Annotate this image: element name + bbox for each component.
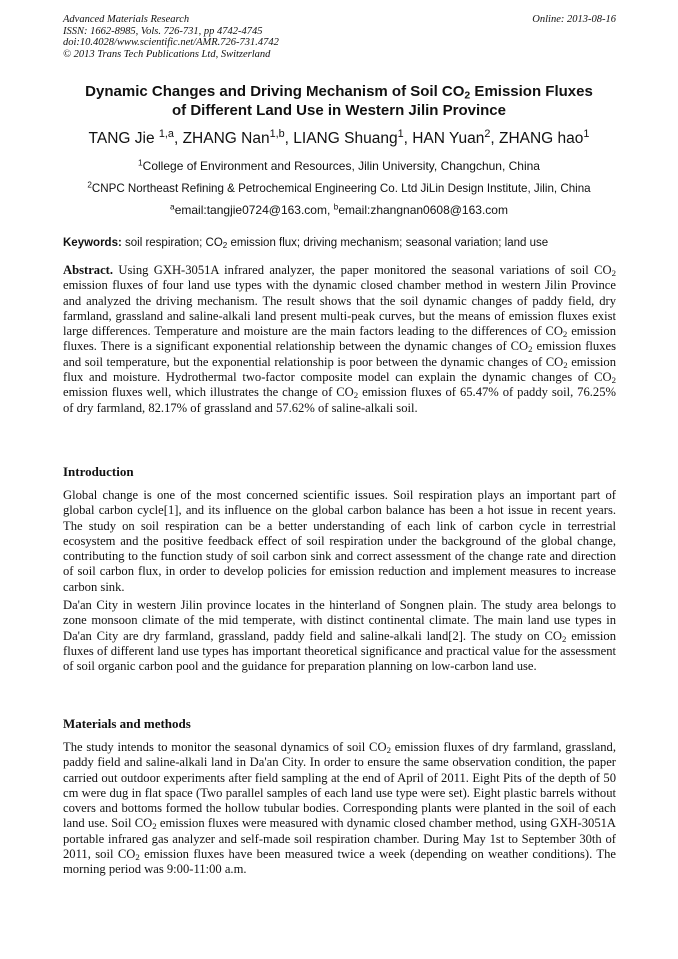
author: ZHANG hao$^1$ <box>498 128 590 147</box>
introduction-paragraph-2: Da'an City in western Jilin province locates in the hinterland of Songnen plain. The study area belongs to zone monsoon climate of the mid temperate, with distinct continental climate. The main land use types in Da'an City are dry farmland, grassland, paddy field and saline-alkali land[2]. The study on $CO_2$ emission fluxes of different land use types has important theoretical significance and practical value for the assessment of soil organic carbon pool and the guidance for preparation planning on low-carbon land use. <box>63 598 616 674</box>
author-emails: $^a$email:tangjie0724@163.com, $^b$email:zhangnan0608@163.com <box>170 201 508 217</box>
doi-line: doi:10.4028/www.scientific.net/AMR.726-731.4742 <box>63 37 279 48</box>
issn-line: ISSN: 1662-8985, Vols. 726-731, pp 4742-4745 <box>63 25 263 37</box>
keywords: Keywords: soil respiration; $CO_2$ emission flux; driving mechanism; seasonal variation; land use <box>63 237 549 250</box>
author: HAN Yuan$^2$, <box>412 128 499 147</box>
author: TANG Jie $^{1,a}$, <box>88 128 183 147</box>
title-line-1: Dynamic Changes and Driving Mechanism of Soil $CO_2$ Emission Fluxes <box>85 83 593 102</box>
keywords-label: Keywords: <box>63 237 122 249</box>
affiliation-1: $^1$College of Environment and Resources, Jilin University, Changchun, China <box>138 157 540 173</box>
journal-header <box>63 14 279 60</box>
email-link-b[interactable]: email:zhangnan0608@163.com <box>338 203 508 217</box>
author: LIANG Shuang$^1$, <box>293 128 413 147</box>
section-heading-methods: Materials and methods <box>63 716 191 731</box>
author-list <box>20 130 658 148</box>
author: ZHANG Nan$^{1,b}$, <box>182 128 294 147</box>
introduction-paragraph-1: Global change is one of the most concerned scientific issues. Soil respiration plays an important part of global carbon cycle[1], and its influence on the global carbon balance has been a hot issue in recent years. The study on soil respiration can be a better understanding of each link of carbon cycle in terrestrial ecosystem and the positive feedback effect of soil respiration under the background of the global change, contributing to the function study of soil carbon sink and correct assessment of the change rate and direction of soil carbon flux, in order to develop policies for emission reduction and implement measures to increase carbon sink. <box>63 488 616 594</box>
abstract: Abstract. Using GXH-3051A infrared analyzer, the paper monitored the seasonal variations of soil $CO_2$ emission fluxes of four land use types with the dynamic closed chamber method in western Jilin Province and analyzed the driving mechanism. The result shows that the soil dynamic changes of paddy field, dry farmland, grassland and saline-alkali land present multi-peak curves, but the means of emission fluxes exist large differences. Temperature and moisture are the main factors leading to the differences of $CO_2$ emission fluxes. There is a significant exponential relationship between the dynamic changes of $CO_2$ emission fluxes and soil temperature, but the exponential relationship is poor between the dynamic changes of $CO_2$ emission flux and moisture. Hydrothermal two-factor composite model can explain the dynamic changes of $CO_2$ emission fluxes well, which illustrates the change of $CO_2$ emission fluxes of 65.47% of paddy soil, 76.25% of dry farmland, 82.17% of grassland and 57.62% of saline-alkali soil. <box>63 263 616 415</box>
methods-paragraph-1: The study intends to monitor the seasonal dynamics of soil $CO_2$ emission fluxes of dry farmland, grassland, paddy field and saline-alkali land in Da'an City. In order to ensure the same observation condition, the paper carried out outdoor experiments after field sampling at the end of April of 2011. Eight Pits of the depth of 50 cm were dug in flat space (Two parallel samples of each land use type were set). Eight plastic barrels without covers and bottoms formed the hollow tubular bodies. Corresponding plants were planted in the soil of each land use. Soil $CO_2$ emission fluxes were measured with dynamic closed chamber method, using GXH-3051A portable infrared gas analyzer and self-made soil respiration chamber. During May 1st to September 30th of 2011, soil $CO_2$ emission fluxes have been measured twice a week (depending on weather conditions). The morning period was 9:00-11:00 a.m. <box>63 740 617 877</box>
copyright-line: © 2013 Trans Tech Publications Ltd, Switzerland <box>63 48 271 60</box>
title-line-2: of Different Land Use in Western Jilin Province <box>172 102 506 119</box>
abstract-label: Abstract. <box>63 263 114 277</box>
section-heading-introduction: Introduction <box>63 464 134 479</box>
online-date: Online: 2013-08-16 <box>532 14 616 25</box>
journal-name: Advanced Materials Research <box>63 14 190 25</box>
email-link-a[interactable]: email:tangjie0724@163.com, <box>174 203 334 217</box>
paper-title <box>40 82 638 120</box>
affiliation-2: $^2$CNPC Northeast Refining & Petrochemical Engineering Co. Ltd JiLin Design Institute, Jilin, China <box>87 180 591 195</box>
